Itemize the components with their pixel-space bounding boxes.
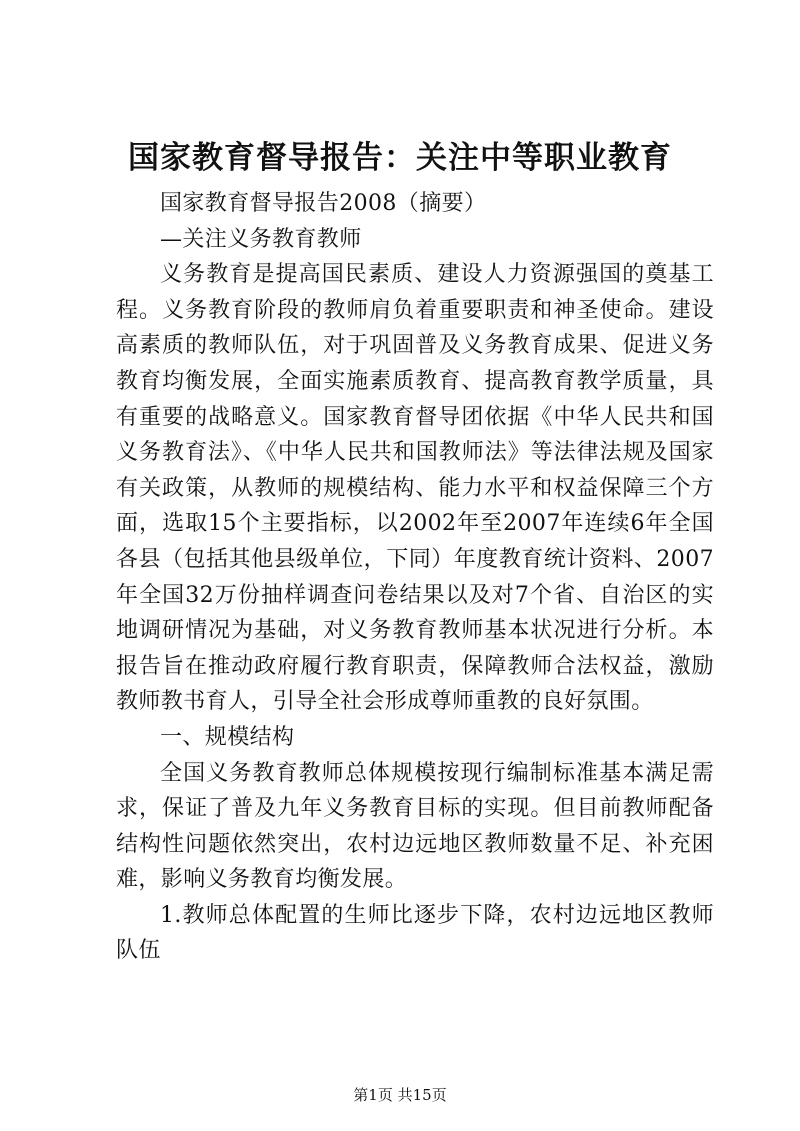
intro-paragraph: 义务教育是提高国民素质、建设人力资源强国的奠基工程。义务教育阶段的教师肩负着重要职责和神圣使命。建设高素质的教师队伍，对于巩固普及义务教育成果、促进义务教育均衡发展，全面实施素质教育、提高教育教学质量，具有重要的战略意义。国家教育督导团依据《中华人民共和国义务教育法》、《中华人民共和国教师法》等法律法规及国家有关政策，从教师的规模结构、能力水平和权益保障三个方面，选取15个主要指标，以2002年至2007年连续6年全国各县（包括其他县级单位，下同）年度教育统计资料、2007年全国32万份抽样调查问卷结果以及对7个省、自治区的实地调研情况为基础，对义务教育教师基本状况进行分析。本报告旨在推动政府履行教育职责，保障教师合法权益，激励教师教书育人，引导全社会形成尊师重教的良好氛围。 bbox=[116, 262, 714, 715]
section-heading: 一、规模结构 bbox=[160, 724, 295, 750]
document-body bbox=[116, 186, 714, 969]
page-footer: 第1页 共15页 bbox=[353, 1086, 447, 1104]
subsection-heading: 1.教师总体配置的生师比逐步下降，农村边远地区教师队伍 bbox=[116, 902, 714, 964]
document-title: 国家教育督导报告：关注中等职业教育 bbox=[128, 140, 672, 176]
report-topic: —关注义务教育教师 bbox=[160, 226, 362, 252]
report-subtitle: 国家教育督导报告2008（摘要） bbox=[160, 191, 487, 216]
section-paragraph: 全国义务教育教师总体规模按现行编制标准基本满足需求，保证了普及九年义务教育目标的实现。但目前教师配备结构性问题依然突出，农村边远地区教师数量不足、补充困难，影响义务教育均衡发展。 bbox=[116, 760, 714, 893]
